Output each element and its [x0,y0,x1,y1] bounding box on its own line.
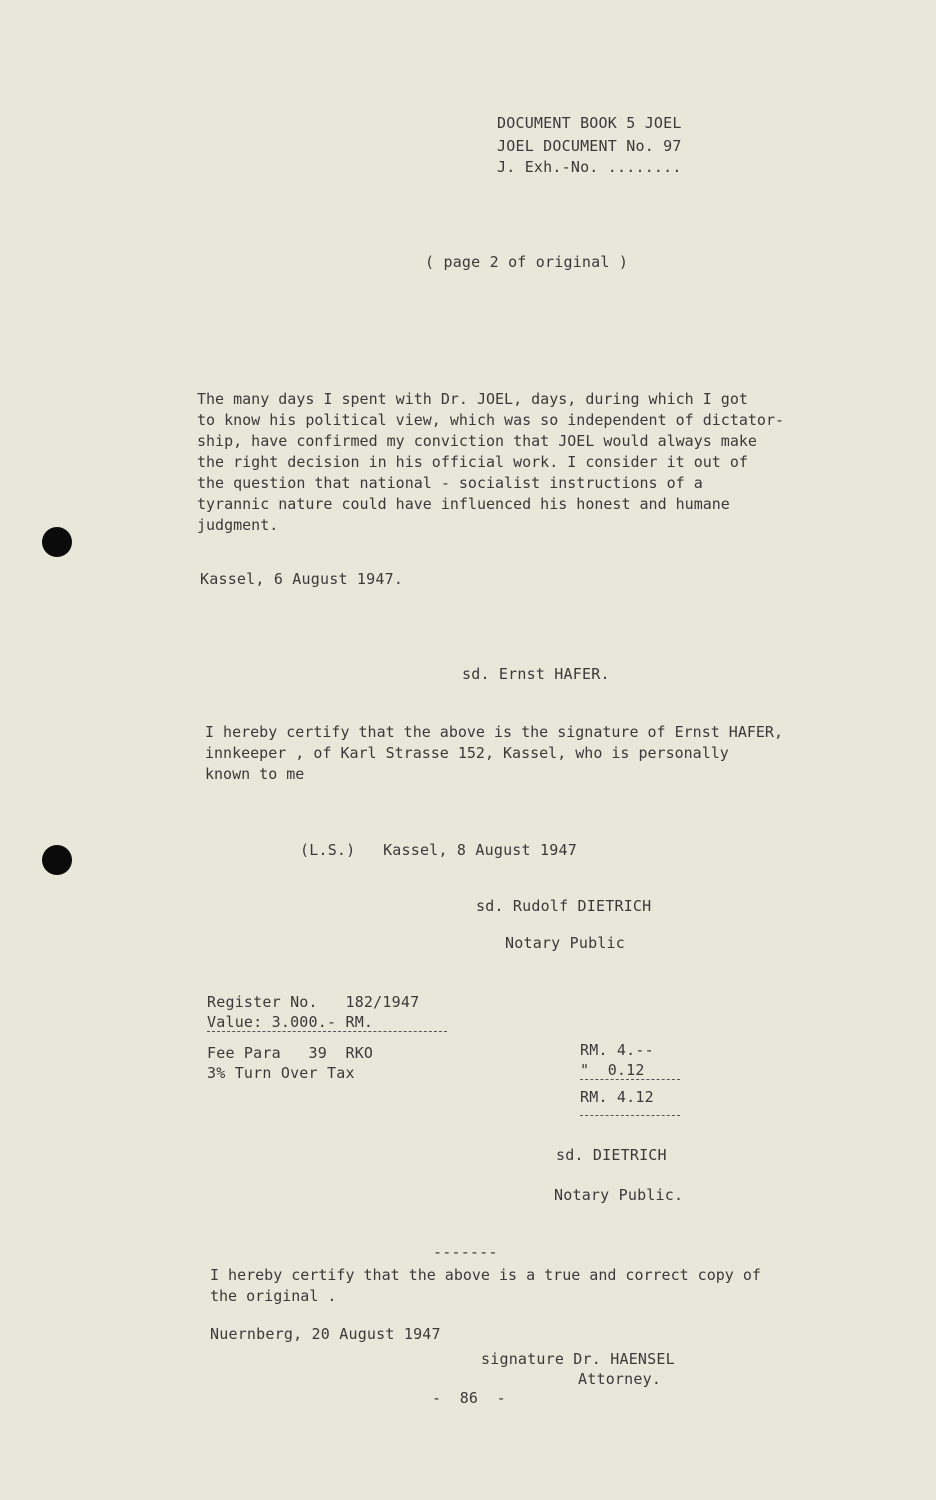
page-number: - 86 - [432,1389,506,1407]
body-line: to know his political view, which was so independent of dictator- [197,411,784,429]
signature-ernst-hafer: sd. Ernst HAFER. [462,665,610,683]
notary-public-title: Notary Public. [554,1186,684,1204]
body-line: judgment. [197,516,279,534]
signature-dietrich: sd. DIETRICH [556,1146,667,1164]
total-underline [580,1115,680,1116]
signature-dr-haensel: signature Dr. HAENSEL [481,1350,675,1368]
signature-rudolf-dietrich: sd. Rudolf DIETRICH [476,897,652,915]
certification-line: innkeeper , of Karl Strasse 152, Kassel, who is personally [205,744,729,762]
certification-line: known to me [205,765,305,783]
certification-line: I hereby certify that the above is the signature of Ernst HAFER, [205,723,783,741]
punch-hole-bottom [42,845,72,875]
register-underline [207,1031,447,1032]
header-exhibit-number: J. Exh.-No. ........ [497,158,682,176]
punch-hole-top [42,527,72,557]
register-value: Value: 3.000.- RM. [207,1013,374,1031]
body-line: ship, have confirmed my conviction that JOEL would always make [197,432,757,450]
separator-line: ------- [433,1243,498,1261]
total-amount: RM. 4.12 [580,1088,654,1106]
body-line: the question that national - socialist instructions of a [197,474,703,492]
fee-para: Fee Para 39 RKO [207,1044,374,1062]
body-line: the right decision in his official work. I consider it out of [197,453,748,471]
body-line: tyrannic nature could have influenced his honest and humane [197,495,730,513]
header-document-book: DOCUMENT BOOK 5 JOEL [497,114,682,132]
header-document-number: JOEL DOCUMENT No. 97 [497,137,682,155]
page-of-original-note: ( page 2 of original ) [425,253,629,271]
fee-amount: RM. 4.-- [580,1041,654,1059]
tax-amount: " 0.12 [580,1061,645,1079]
place-date-kassel-6-august: Kassel, 6 August 1947. [200,570,404,588]
copy-certification-line: I hereby certify that the above is a true and correct copy of [210,1266,761,1284]
amount-sum-rule [580,1079,680,1080]
body-line: The many days I spent with Dr. JOEL, days, during which I got [197,390,748,408]
place-date-nuernberg: Nuernberg, 20 August 1947 [210,1325,441,1343]
copy-certification-line: the original . [210,1287,337,1305]
register-number: Register No. 182/1947 [207,993,420,1011]
turnover-tax: 3% Turn Over Tax [207,1064,355,1082]
attorney-title: Attorney. [578,1370,662,1388]
seal-place-date: (L.S.) Kassel, 8 August 1947 [300,841,577,859]
notary-public-title: Notary Public [505,934,625,952]
